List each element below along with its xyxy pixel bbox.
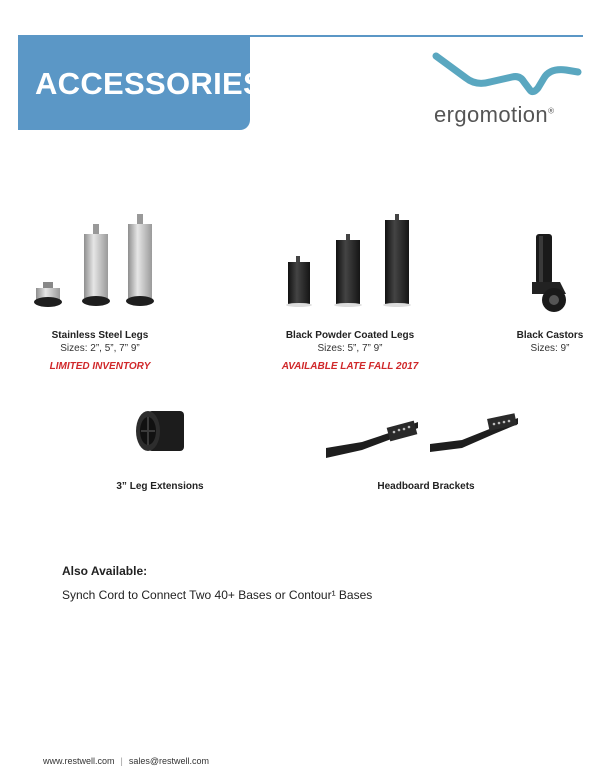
- black-castors-caption: [510, 329, 590, 355]
- brand-name: ergomotion®: [434, 102, 555, 127]
- ergomotion-logo: [432, 52, 582, 132]
- black-powder-coated-legs-caption: [270, 329, 430, 373]
- headboard-brackets-image: [322, 402, 522, 468]
- black-powder-coated-legs-image: [280, 212, 420, 312]
- product-sizes: Sizes: 5”, 7” 9”: [317, 343, 383, 354]
- logo-wave-icon: [432, 52, 582, 100]
- footer-website[interactable]: www.restwell.com: [43, 756, 115, 766]
- footer-separator: |: [120, 756, 123, 766]
- product-name: Stainless Steel Legs: [51, 330, 149, 341]
- page-title: ACCESSORIES: [35, 66, 264, 101]
- product-name: Black Powder Coated Legs: [285, 330, 415, 341]
- product-sizes: Sizes: 2”, 5”, 7” 9”: [60, 343, 140, 354]
- product-note: LIMITED INVENTORY: [49, 361, 151, 372]
- product-note: AVAILABLE LATE FALL 2017: [281, 361, 419, 372]
- black-castor-image: [526, 232, 576, 316]
- product-name: 3” Leg Extensions: [116, 481, 204, 492]
- product-sizes: Sizes: 9”: [530, 343, 570, 354]
- leg-extensions-caption: [90, 480, 230, 493]
- product-name: Black Castors: [516, 330, 584, 341]
- also-available-heading: Also Available:: [62, 564, 148, 578]
- also-available-item: Synch Cord to Connect Two 40+ Bases or Contour¹ Bases: [62, 588, 373, 602]
- stainless-steel-legs-image: [28, 212, 168, 312]
- leg-extension-image: [128, 406, 192, 456]
- headboard-brackets-caption: [346, 480, 506, 493]
- footer-email[interactable]: sales@restwell.com: [128, 756, 210, 766]
- product-name: Headboard Brackets: [377, 481, 475, 492]
- header-banner: [18, 35, 264, 130]
- footer: [43, 756, 209, 766]
- stainless-steel-legs-caption: [30, 329, 170, 373]
